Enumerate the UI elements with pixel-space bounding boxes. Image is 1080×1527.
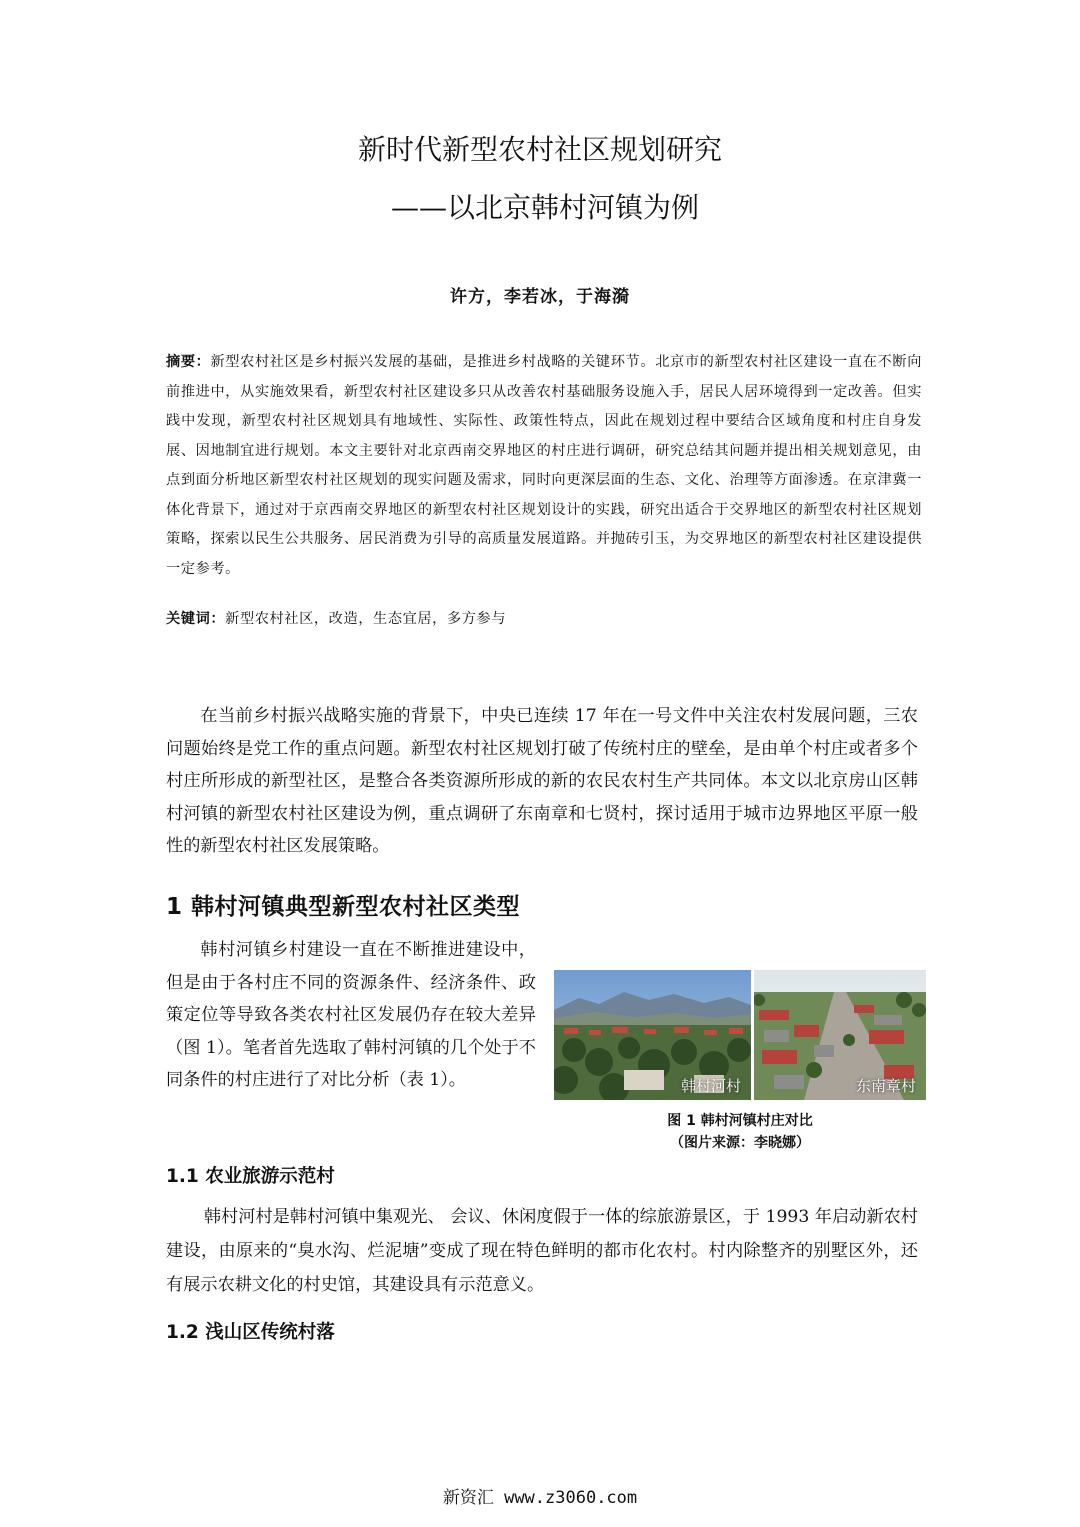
photo-1-label: 韩村河村	[680, 1077, 741, 1095]
section-1-2-heading: 1.2 浅山区传统村落	[166, 1322, 335, 1343]
abstract-text: 新型农村社区是乡村振兴发展的基础，是推进乡村战略的关键环节。北京市的新型农村社区建设一直在不断向前推进中，从实施效果看，新型农村社区建设多只从改善农村基础服务设施入手，居民人居环境得到一定改善。但实践中发现，新型农村社区规划具有地域性、实际性、政策性特点，因此在规划过程中要结合区域角度和村庄自身发展、因地制宜进行规划。本文主要针对北京西南交界地区的村庄进行调研，研究总结其问题并提出相关规划意见，由点到面分析地区新型农村社区规划的现实问题及需求，同时向更深层面的生态、文化、治理等方面渗透。在京津冀一体化背景下，通过对于京西南交界地区的新型农村社区规划设计的实践，研究出适合于交界地区的新型农村社区规划策略，探索以民生公共服务、居民消费为引导的高质量发展道路。并抛砖引玉，为交界地区的新型农村社区建设提供一定参考。	[166, 354, 922, 577]
page-footer-watermark: 新资汇 www.z3060.com	[442, 1488, 638, 1508]
figure-1-images	[554, 970, 926, 1100]
figure-1	[554, 970, 926, 1154]
paper-title: 新时代新型农村社区规划研究	[357, 133, 722, 166]
section-1-heading: 1 韩村河镇典型新型农村社区类型	[166, 894, 521, 920]
figure-1-source: （图片来源：李晓娜）	[670, 1135, 810, 1151]
abstract-label: 摘要：	[166, 354, 211, 370]
intro-paragraph: 在当前乡村振兴战略实施的背景下，中央已连续 17 年在一号文件中关注农村发展问题，三农问题始终是党工作的重点问题。新型农村社区规划打破了传统村庄的壁垒，是由单个村庄或者多个村庄所形成的新型社区，是整合各类资源所形成的新的农民农村生产共同体。本文以北京房山区韩村河镇的新型农村社区建设为例，重点调研了东南章和七贤村，探讨适用于城市边界地区平原一般性的新型农村社区发展策略。	[166, 706, 918, 856]
section-1-1-paragraph: 韩村河村是韩村河镇中集观光、 会议、休闲度假于一体的综旅游景区，于 1993 年启动新农村建设，由原来的“臭水沟、烂泥塘”变成了现在特色鲜明的都市化农村。村内除整齐的别墅区外，还有展示农耕文化的村史馆，其建设具有示范意义。	[166, 1207, 918, 1295]
figure-1-title: 图 1 韩村河镇村庄对比	[667, 1113, 813, 1129]
paper-subtitle: ——以北京韩村河镇为例	[390, 191, 699, 224]
section-1-paragraph: 韩村河镇乡村建设一直在不断推进建设中，但是由于各村庄不同的资源条件、经济条件、政策定位等导致各类农村社区发展仍存在较大差异（图 1）。笔者首先选取了韩村河镇的几个处于不同条件的村庄进行了对比分析（表 1）。	[166, 940, 536, 1090]
section-1-1-heading: 1.1 农业旅游示范村	[166, 1166, 335, 1187]
keywords	[166, 606, 922, 632]
photo-hancunhe-village	[554, 970, 751, 1100]
abstract	[166, 348, 922, 584]
photo-dongnanzhang-village	[754, 970, 926, 1100]
author-list: 许方，李若冰，于海漪	[450, 287, 630, 307]
photo-2-label: 东南章村	[855, 1077, 916, 1095]
title-block	[0, 128, 1080, 230]
keywords-label: 关键词：	[166, 611, 226, 627]
figure-1-caption	[554, 1110, 926, 1154]
keywords-text: 新型农村社区，改造，生态宜居，多方参与	[225, 611, 507, 627]
